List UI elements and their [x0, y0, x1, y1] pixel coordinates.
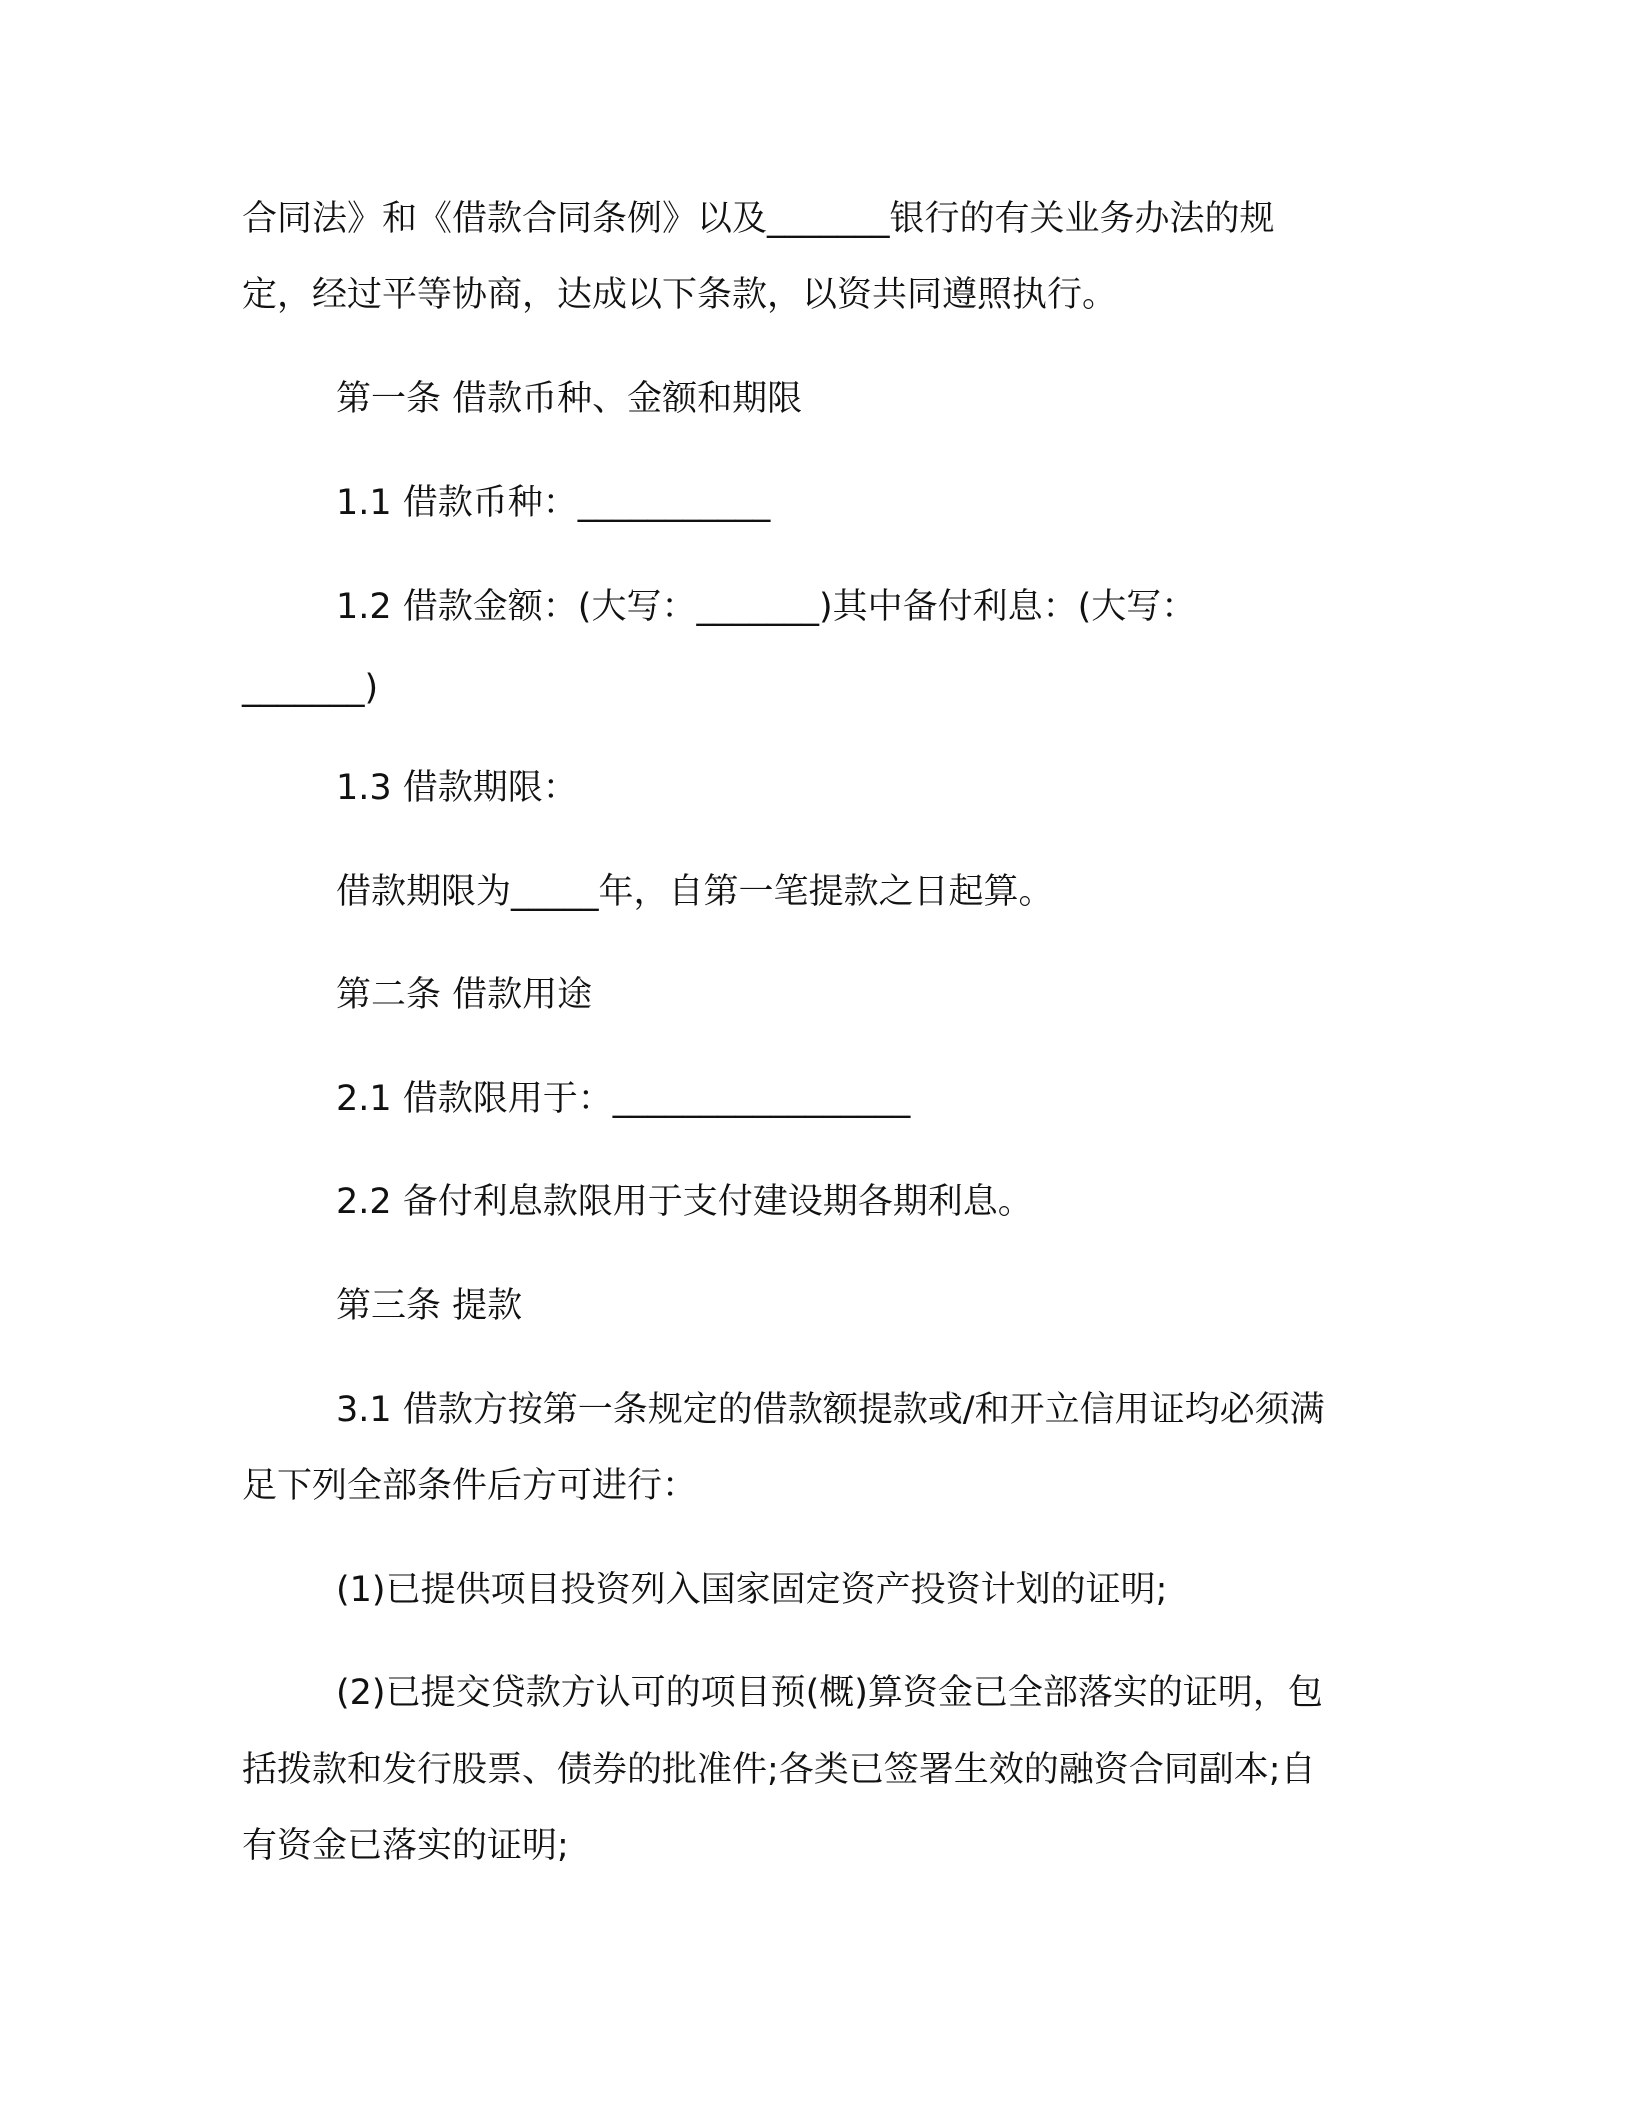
article-heading: 第二条 借款用途	[336, 975, 593, 1015]
text-line: _______)	[242, 668, 379, 708]
article-heading: 第一条 借款币种、金额和期限	[336, 379, 803, 419]
clause-line: 2.1 借款限用于：_________________	[336, 1079, 911, 1119]
article-heading: 第三条 提款	[336, 1286, 523, 1326]
clause-line: 1.3 借款期限：	[336, 768, 578, 808]
text-line: 有资金已落实的证明;	[242, 1826, 569, 1866]
clause-line: 1.2 借款金额：(大写：_______)其中备付利息：(大写：	[336, 587, 1197, 627]
text-line: 括拨款和发行股票、债券的批准件;各类已签署生效的融资合同副本;自	[242, 1750, 1316, 1790]
clause-line: 3.1 借款方按第一条规定的借款额提款或/和开立信用证均必须满	[336, 1390, 1325, 1430]
text-line: 定，经过平等协商，达成以下条款，以资共同遵照执行。	[242, 275, 1118, 315]
text-line: 合同法》和《借款合同条例》以及_______银行的有关业务办法的规	[242, 199, 1275, 239]
list-item: (2)已提交贷款方认可的项目预(概)算资金已全部落实的证明，包	[336, 1673, 1323, 1713]
list-item: (1)已提供项目投资列入国家固定资产投资计划的证明;	[336, 1570, 1168, 1610]
text-line: 足下列全部条件后方可进行：	[242, 1466, 698, 1506]
clause-line: 1.1 借款币种：___________	[336, 483, 771, 523]
clause-line: 2.2 备付利息款限用于支付建设期各期利息。	[336, 1182, 1033, 1222]
text-line: 借款期限为_____年，自第一笔提款之日起算。	[336, 872, 1054, 912]
